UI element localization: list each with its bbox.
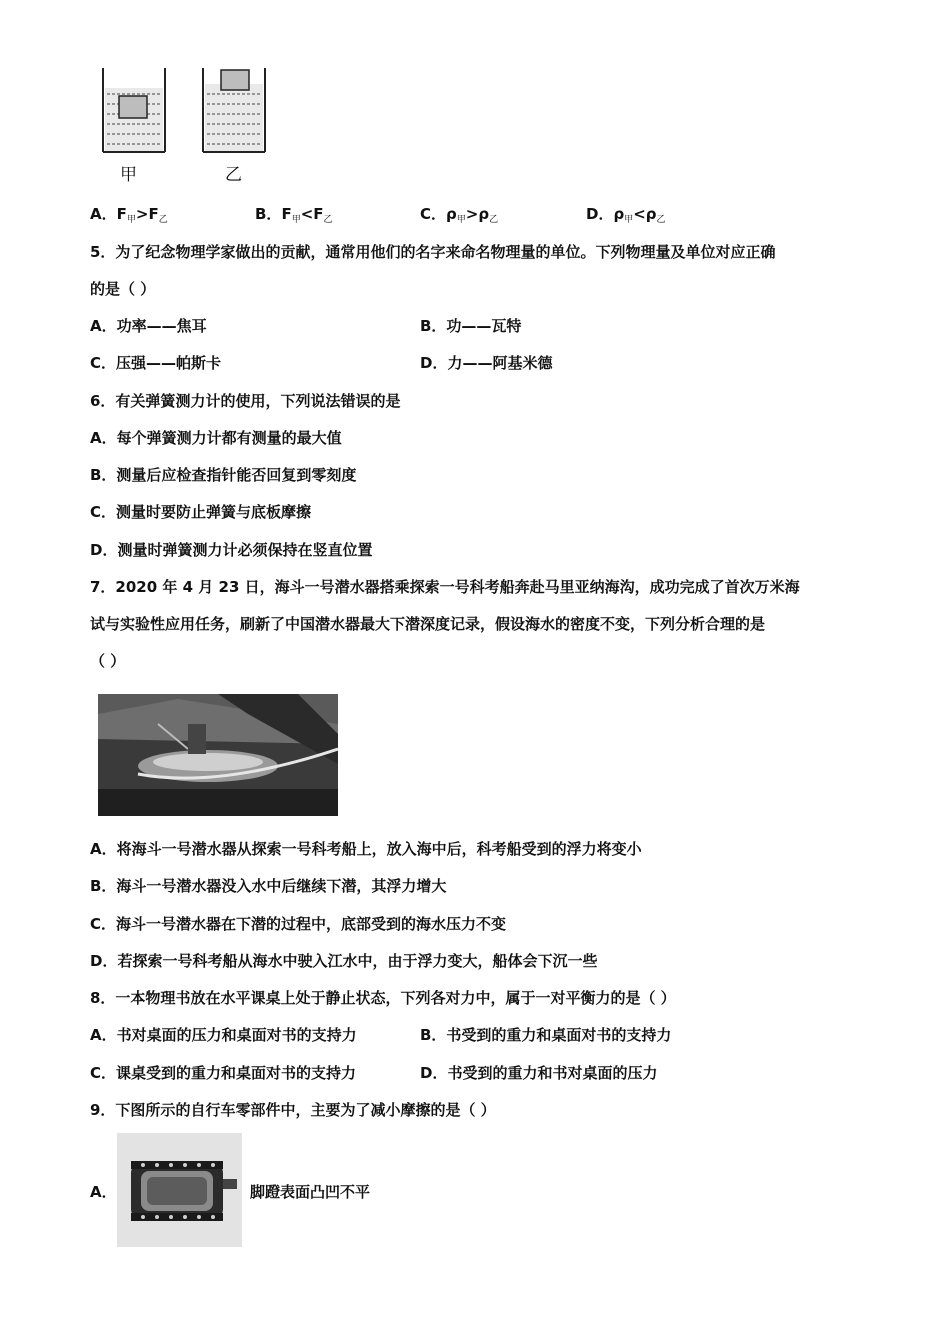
- q4-option-c: C．$\rho_甲>\rho_乙$: [420, 205, 499, 225]
- q7-stem-line2: 试与实验性应用任务，刷新了中国潜水器最大下潜深度记录，假设海水的密度不变，下列分析合理的是: [90, 615, 766, 633]
- block-jia: [119, 96, 147, 118]
- figure-label-yi: 乙: [225, 165, 242, 185]
- q8-option-b: B．书受到的重力和桌面对书的支持力: [420, 1026, 672, 1044]
- q7-stem-line1: 7．2020 年 4 月 23 日，海斗一号潜水器搭乘探索一号科考船奔赴马里亚纳海沟，成功完成了首次万米海: [90, 578, 800, 596]
- q5-stem-line1: 5．为了纪念物理学家做出的贡献，通常用他们的名字来命名物理量的单位。下列物理量及单位对应正确: [90, 243, 776, 261]
- q9-option-a-letter: A．: [90, 1183, 117, 1201]
- q6-option-a: A．每个弹簧测力计都有测量的最大值: [90, 429, 342, 447]
- submersible-photo: [98, 694, 338, 816]
- q8-option-a: A．书对桌面的压力和桌面对书的支持力: [90, 1026, 357, 1044]
- q5-stem-line2: 的是（ ）: [90, 280, 156, 298]
- beaker-yi: [203, 68, 265, 152]
- q5-option-a: A．功率——焦耳: [90, 317, 207, 335]
- q7-stem-line3: （ ）: [90, 652, 126, 670]
- bicycle-pedal-image: [117, 1133, 242, 1247]
- q5-option-d: D．力——阿基米德: [420, 354, 553, 372]
- figure-label-jia: 甲: [120, 165, 137, 185]
- block-yi: [221, 70, 249, 90]
- q5-option-b: B．功——瓦特: [420, 317, 522, 335]
- q7-option-a: A．将海斗一号潜水器从探索一号科考船上，放入海中后，科考船受到的浮力将变小: [90, 840, 642, 858]
- q8-option-d: D．书受到的重力和书对桌面的压力: [420, 1064, 658, 1082]
- q6-option-c: C．测量时要防止弹簧与底板摩擦: [90, 503, 312, 521]
- q7-option-b: B．海斗一号潜水器没入水中后继续下潜，其浮力增大: [90, 877, 447, 895]
- q6-option-d: D．测量时弹簧测力计必须保持在竖直位置: [90, 541, 373, 559]
- q4-option-b: B．$F_甲<F_乙$: [255, 205, 333, 225]
- q8-stem: 8．一本物理书放在水平课桌上处于静止状态，下列各对力中，属于一对平衡力的是（ ）: [90, 989, 676, 1007]
- q7-option-c: C．海斗一号潜水器在下潜的过程中，底部受到的海水压力不变: [90, 915, 507, 933]
- q8-option-c: C．课桌受到的重力和桌面对书的支持力: [90, 1064, 357, 1082]
- q6-option-b: B．测量后应检查指针能否回复到零刻度: [90, 466, 357, 484]
- q9-option-a-text: 脚蹬表面凸凹不平: [250, 1183, 371, 1201]
- q9-stem: 9．下图所示的自行车零部件中，主要为了减小摩擦的是（ ）: [90, 1101, 496, 1119]
- q7-option-d: D．若探索一号科考船从海水中驶入江水中，由于浮力变大，船体会下沉一些: [90, 952, 598, 970]
- q4-option-d: D．$\rho_甲<\rho_乙$: [586, 205, 666, 225]
- q6-stem: 6．有关弹簧测力计的使用，下列说法错误的是: [90, 392, 401, 410]
- q4-option-a: A．$F_甲>F_乙$: [90, 205, 168, 225]
- beaker-jia: [103, 68, 165, 152]
- beaker-figure: [95, 60, 280, 160]
- q5-option-c: C．压强——帕斯卡: [90, 354, 222, 372]
